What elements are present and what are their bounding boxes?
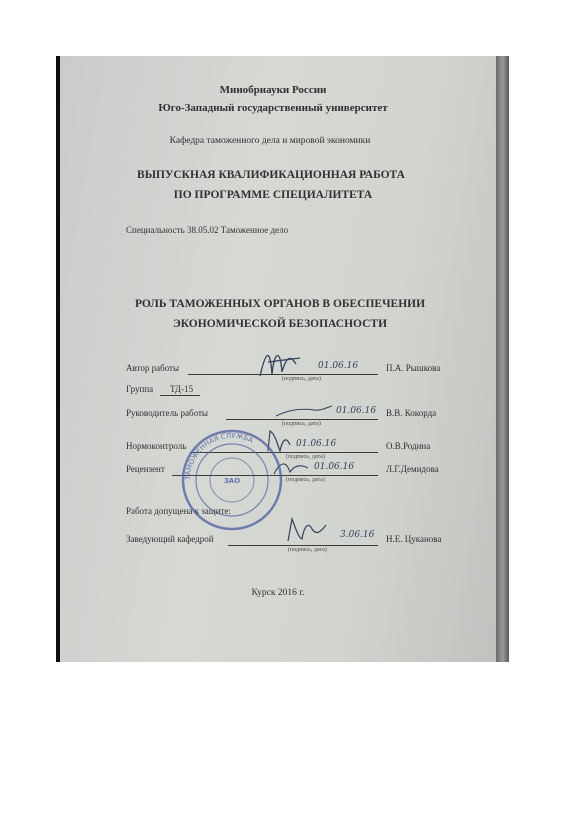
- stamp-ring-text: ТАМОЖЕННАЯ СЛУЖБА: [183, 431, 255, 481]
- group-line: [160, 395, 200, 396]
- document-photo: [56, 56, 509, 662]
- reviewer-date: 01.06.16: [314, 462, 355, 472]
- reviewer-caption: (подпись, дата): [286, 477, 325, 483]
- author-date: 01.06.16: [318, 361, 359, 371]
- round-stamp: [180, 428, 284, 532]
- ministry-name: Минобрнауки России: [219, 84, 327, 96]
- author-name: П.А. Рышкова: [386, 363, 441, 373]
- head-signature: [284, 515, 330, 547]
- admitted-label: Работа допущена к защите:: [126, 506, 231, 516]
- author-signature: [256, 344, 316, 384]
- svg-text:ТАМОЖЕННАЯ СЛУЖБА: [184, 432, 255, 481]
- reviewer-name: Л.Г.Демидова: [386, 464, 439, 474]
- thesis-title-line1: РОЛЬ ТАМОЖЕННЫХ ОРГАНОВ В ОБЕСПЕЧЕНИИ: [134, 298, 426, 310]
- group-value: ТД-15: [170, 384, 194, 394]
- specialty: Специальность 38.05.02 Таможенное дело: [126, 225, 289, 235]
- reviewer-label: Рецензент: [126, 464, 165, 474]
- supervisor-label: Руководитель работы: [126, 408, 208, 418]
- department-name: Кафедра таможенного дела и мировой экономики: [169, 136, 371, 146]
- head-caption: (подпись, дата): [288, 547, 327, 553]
- normcontrol-date: 01.06.16: [296, 439, 337, 449]
- group-label: Группа: [126, 384, 154, 394]
- author-label: Автор работы: [126, 363, 180, 373]
- normcontrol-caption: (подпись, дата): [286, 454, 325, 460]
- title-page-sheet: [60, 56, 496, 662]
- page-edge-shadow: [496, 56, 509, 662]
- stamp-center-text: ЗАО: [223, 477, 241, 485]
- supervisor-caption: (подпись, дата): [282, 421, 321, 427]
- head-name: Н.Е. Цуканова: [386, 534, 442, 544]
- supervisor-date: 01.06.16: [336, 406, 377, 416]
- university-name: Юго-Западный государственный университет: [158, 102, 388, 114]
- place-year: Курск 2016 г.: [251, 588, 305, 598]
- author-caption: (подпись, дата): [282, 376, 321, 382]
- work-type-line2: ПО ПРОГРАММЕ СПЕЦИАЛИТЕТА: [173, 189, 373, 201]
- head-date: 3.06.16: [340, 530, 375, 540]
- supervisor-signature: [274, 402, 334, 422]
- normcontrol-name: О.В.Родина: [386, 441, 431, 451]
- normcontrol-label: Нормоконтроль: [126, 441, 187, 451]
- head-label: Заведующий кафедрой: [126, 534, 214, 544]
- work-type-line1: ВЫПУСКНАЯ КВАЛИФИКАЦИОННАЯ РАБОТА: [137, 169, 405, 181]
- supervisor-name: В.В. Кокорда: [386, 408, 437, 418]
- thesis-title-line2: ЭКОНОМИЧЕСКОЙ БЕЗОПАСНОСТИ: [172, 318, 388, 330]
